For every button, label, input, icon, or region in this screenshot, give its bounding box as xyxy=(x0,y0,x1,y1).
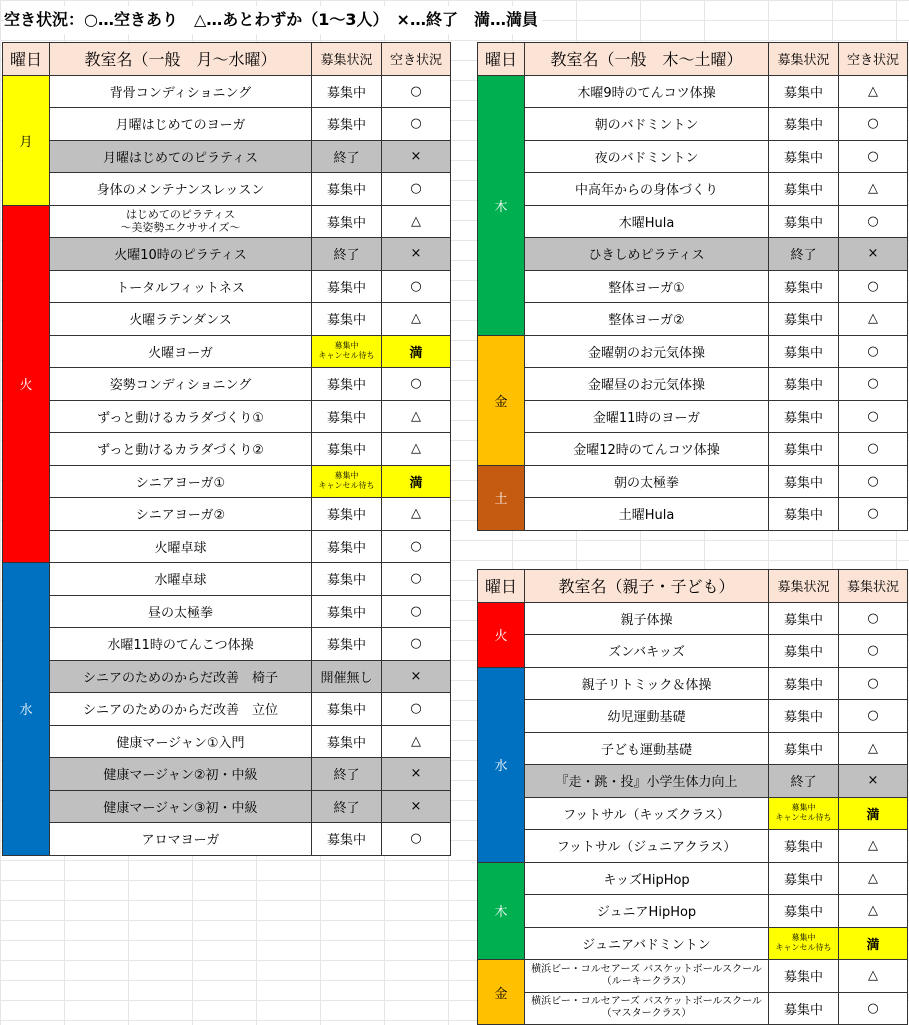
recruit-status-cell: 募集中 xyxy=(312,400,382,433)
table-row xyxy=(3,530,451,563)
recruit-status-cell: 募集中 xyxy=(312,823,382,856)
class-name-cell: 親子体操 xyxy=(525,602,769,635)
class-name-cell: アロマヨーガ xyxy=(50,823,312,856)
header-row xyxy=(478,43,908,76)
recruit-status-cell: 募集中 xyxy=(312,368,382,401)
table-row xyxy=(3,790,451,823)
header-day: 曜日 xyxy=(478,43,525,76)
recruit-status-cell: 募集中 xyxy=(312,205,382,238)
availability-cell: △ xyxy=(839,960,908,993)
table-row xyxy=(3,205,451,238)
availability-legend: 空き状況：○…空きあり △…あとわずか（1～3人） ×…終了 満…満員 xyxy=(4,6,542,34)
header-class-name: 教室名（親子・子ども） xyxy=(525,570,769,603)
class-name-cell: ひきしめピラティス xyxy=(525,238,769,271)
class-name-cell: 身体のメンテナンスレッスン xyxy=(50,173,312,206)
header-recruit-status: 募集状況 xyxy=(769,43,839,76)
availability-cell: 満 xyxy=(382,465,451,498)
recruit-status-cell: 募集中 xyxy=(769,895,839,928)
class-name-cell xyxy=(525,960,769,993)
recruit-status-line1: 募集中 xyxy=(791,933,816,943)
availability-cell: ○ xyxy=(839,433,908,466)
recruit-status-line2: キャンセル待ち xyxy=(318,351,375,361)
availability-cell: × xyxy=(382,758,451,791)
recruit-status-cell: 募集中 xyxy=(312,270,382,303)
table-row xyxy=(478,238,908,271)
class-name-cell: フットサル（キッズクラス） xyxy=(525,797,769,830)
availability-cell: △ xyxy=(839,830,908,863)
availability-cell: ○ xyxy=(382,108,451,141)
recruit-status-cell: 募集中 xyxy=(769,498,839,531)
availability-cell: ○ xyxy=(839,992,908,1025)
recruit-status-cell xyxy=(312,465,382,498)
availability-cell: ○ xyxy=(839,108,908,141)
recruit-status-cell: 募集中 xyxy=(769,433,839,466)
table-row xyxy=(478,765,908,798)
recruit-status-line2: キャンセル待ち xyxy=(318,481,375,491)
header-availability: 空き状況 xyxy=(839,43,908,76)
availability-cell: ○ xyxy=(839,335,908,368)
availability-cell: ○ xyxy=(839,140,908,173)
class-name-line2: （ルーキークラス） xyxy=(601,975,692,987)
class-name-cell: 幼児運動基礎 xyxy=(525,700,769,733)
table-row xyxy=(478,732,908,765)
header-class-name: 教室名（一般 月～水曜） xyxy=(50,43,312,76)
class-name-cell: 『走・跳・投』小学生体力向上 xyxy=(525,765,769,798)
table-row xyxy=(3,368,451,401)
table-row xyxy=(478,797,908,830)
table-row xyxy=(478,368,908,401)
availability-cell: ○ xyxy=(382,270,451,303)
table-row xyxy=(478,205,908,238)
table-row xyxy=(3,823,451,856)
availability-cell: ○ xyxy=(839,465,908,498)
recruit-status-cell: 募集中 xyxy=(769,465,839,498)
table-row xyxy=(3,140,451,173)
recruit-status-cell: 終了 xyxy=(312,790,382,823)
table-row xyxy=(3,335,451,368)
availability-cell: × xyxy=(839,238,908,271)
recruit-status-cell xyxy=(312,335,382,368)
recruit-status-cell: 募集中 xyxy=(769,400,839,433)
availability-cell: × xyxy=(382,140,451,173)
table-row xyxy=(3,693,451,726)
table-row xyxy=(3,465,451,498)
availability-cell: △ xyxy=(382,303,451,336)
class-name-cell: 姿勢コンディショニング xyxy=(50,368,312,401)
recruit-status-cell: 開催無し xyxy=(312,660,382,693)
table-row xyxy=(478,465,908,498)
day-cell: 水 xyxy=(3,563,50,856)
availability-cell: 満 xyxy=(382,335,451,368)
class-name-cell: ジュニアバドミントン xyxy=(525,927,769,960)
table-row xyxy=(478,700,908,733)
table-row xyxy=(478,335,908,368)
class-name-cell: 木曜9時のてんコツ体操 xyxy=(525,75,769,108)
header-availability: 募集状況 xyxy=(839,570,908,603)
class-name-cell: 親子リトミック＆体操 xyxy=(525,667,769,700)
recruit-status-cell: 募集中 xyxy=(312,725,382,758)
class-name-cell: 朝のバドミントン xyxy=(525,108,769,141)
recruit-status-cell: 募集中 xyxy=(769,960,839,993)
class-name-cell xyxy=(50,205,312,238)
recruit-status-cell: 募集中 xyxy=(312,108,382,141)
availability-cell: 満 xyxy=(839,927,908,960)
availability-cell: ○ xyxy=(839,667,908,700)
recruit-status-line2: キャンセル待ち xyxy=(775,943,832,953)
recruit-status-cell: 募集中 xyxy=(769,635,839,668)
recruit-status-cell: 終了 xyxy=(312,140,382,173)
class-name-cell: 子ども運動基礎 xyxy=(525,732,769,765)
class-name-cell: 背骨コンディショニング xyxy=(50,75,312,108)
class-name-cell: シニアヨーガ① xyxy=(50,465,312,498)
table-row xyxy=(478,75,908,108)
recruit-status-line1: 募集中 xyxy=(334,341,359,351)
class-name-line1: 横浜ビー・コルセアーズ バスケットボールスクール xyxy=(531,963,762,975)
class-name-cell: 土曜Hula xyxy=(525,498,769,531)
recruit-status-cell: 募集中 xyxy=(769,108,839,141)
class-name-cell: ずっと動けるカラダづくり② xyxy=(50,433,312,466)
availability-cell: × xyxy=(839,765,908,798)
recruit-status-cell: 募集中 xyxy=(769,140,839,173)
recruit-status-cell: 募集中 xyxy=(769,75,839,108)
class-name-cell: 月曜はじめてのピラティス xyxy=(50,140,312,173)
recruit-status-cell: 募集中 xyxy=(769,602,839,635)
table-row xyxy=(478,433,908,466)
class-name-line1: はじめてのピラティス xyxy=(125,208,236,222)
recruit-status-line2: キャンセル待ち xyxy=(775,813,832,823)
availability-cell: ○ xyxy=(839,368,908,401)
class-name-cell: 健康マージャン②初・中級 xyxy=(50,758,312,791)
table-row xyxy=(3,595,451,628)
table-row xyxy=(478,400,908,433)
availability-cell: ○ xyxy=(839,270,908,303)
table-row xyxy=(478,830,908,863)
recruit-status-cell: 終了 xyxy=(312,238,382,271)
availability-cell: ○ xyxy=(382,595,451,628)
table-row xyxy=(478,140,908,173)
class-name-line1: 横浜ビー・コルセアーズ バスケットボールスクール xyxy=(531,996,762,1008)
recruit-status-line1: 募集中 xyxy=(791,803,816,813)
table-row xyxy=(478,270,908,303)
table-row xyxy=(478,635,908,668)
table-row xyxy=(478,173,908,206)
recruit-status-cell: 募集中 xyxy=(769,830,839,863)
recruit-status-cell: 募集中 xyxy=(769,700,839,733)
header-day: 曜日 xyxy=(478,570,525,603)
availability-cell: △ xyxy=(382,433,451,466)
schedule-table-general-mon-wed xyxy=(2,42,451,856)
table-row xyxy=(3,628,451,661)
day-cell: 木 xyxy=(478,862,525,960)
availability-cell: × xyxy=(382,238,451,271)
recruit-status-cell: 募集中 xyxy=(769,667,839,700)
class-name-cell: トータルフィットネス xyxy=(50,270,312,303)
recruit-status-cell: 募集中 xyxy=(312,433,382,466)
recruit-status-cell: 募集中 xyxy=(769,862,839,895)
table-row xyxy=(478,992,908,1025)
day-cell: 木 xyxy=(478,75,525,335)
day-cell: 火 xyxy=(3,205,50,563)
class-name-cell: シニアのためのからだ改善 立位 xyxy=(50,693,312,726)
class-name-cell: 昼の太極拳 xyxy=(50,595,312,628)
class-name-cell: 月曜はじめてのヨーガ xyxy=(50,108,312,141)
availability-cell: ○ xyxy=(382,693,451,726)
recruit-status-cell: 募集中 xyxy=(312,75,382,108)
class-name-line2: ～美姿勢エクササイズ～ xyxy=(120,221,241,235)
availability-cell: ○ xyxy=(382,368,451,401)
availability-cell: × xyxy=(382,660,451,693)
table-row xyxy=(478,895,908,928)
day-cell: 金 xyxy=(478,335,525,465)
recruit-status-line1: 募集中 xyxy=(334,471,359,481)
class-name-cell: 水曜11時のてんこつ体操 xyxy=(50,628,312,661)
day-cell: 土 xyxy=(478,465,525,530)
class-name-cell: 夜のバドミントン xyxy=(525,140,769,173)
class-name-line2: （マスタークラス） xyxy=(601,1008,692,1020)
recruit-status-cell: 募集中 xyxy=(312,303,382,336)
availability-cell: △ xyxy=(382,725,451,758)
class-name-cell: キッズHipHop xyxy=(525,862,769,895)
availability-cell: △ xyxy=(839,862,908,895)
availability-cell: ○ xyxy=(839,498,908,531)
header-recruit-status: 募集状況 xyxy=(769,570,839,603)
table-row xyxy=(478,498,908,531)
class-name-cell: 金曜朝のお元気体操 xyxy=(525,335,769,368)
recruit-status-cell xyxy=(769,927,839,960)
class-name-cell: 健康マージャン③初・中級 xyxy=(50,790,312,823)
table-row xyxy=(3,238,451,271)
availability-cell: △ xyxy=(839,75,908,108)
table-row xyxy=(478,862,908,895)
availability-cell: × xyxy=(382,790,451,823)
schedule-table-general-thu-sat xyxy=(477,42,908,531)
recruit-status-cell: 募集中 xyxy=(769,992,839,1025)
availability-cell: ○ xyxy=(839,205,908,238)
availability-cell: ○ xyxy=(839,700,908,733)
availability-cell: ○ xyxy=(839,602,908,635)
recruit-status-cell: 募集中 xyxy=(312,498,382,531)
class-name-cell: 中高年からの身体づくり xyxy=(525,173,769,206)
class-name-cell: 木曜Hula xyxy=(525,205,769,238)
recruit-status-cell xyxy=(769,797,839,830)
table-row xyxy=(3,75,451,108)
class-name-cell: 火曜10時のピラティス xyxy=(50,238,312,271)
class-name-cell: 整体ヨーガ② xyxy=(525,303,769,336)
class-name-cell: 水曜卓球 xyxy=(50,563,312,596)
recruit-status-cell: 募集中 xyxy=(312,693,382,726)
class-name-cell: フットサル（ジュニアクラス） xyxy=(525,830,769,863)
table-row xyxy=(478,667,908,700)
header-recruit-status: 募集状況 xyxy=(312,43,382,76)
table-row xyxy=(3,270,451,303)
class-name-cell: 火曜ヨーガ xyxy=(50,335,312,368)
table-row xyxy=(3,433,451,466)
table-row xyxy=(3,108,451,141)
header-class-name: 教室名（一般 木～土曜） xyxy=(525,43,769,76)
day-cell: 金 xyxy=(478,960,525,1025)
class-name-cell: 朝の太極拳 xyxy=(525,465,769,498)
class-name-cell: 金曜12時のてんコツ体操 xyxy=(525,433,769,466)
class-name-cell: 金曜11時のヨーガ xyxy=(525,400,769,433)
class-name-cell: ずっと動けるカラダづくり① xyxy=(50,400,312,433)
day-cell: 水 xyxy=(478,667,525,862)
table-row xyxy=(478,303,908,336)
recruit-status-cell: 募集中 xyxy=(769,303,839,336)
recruit-status-cell: 募集中 xyxy=(769,173,839,206)
table-row xyxy=(478,960,908,993)
recruit-status-cell: 募集中 xyxy=(312,563,382,596)
day-cell: 火 xyxy=(478,602,525,667)
recruit-status-cell: 募集中 xyxy=(312,530,382,563)
table-row xyxy=(3,725,451,758)
header-row xyxy=(478,570,908,603)
table-row xyxy=(478,927,908,960)
availability-cell: ○ xyxy=(382,173,451,206)
availability-cell: ○ xyxy=(382,75,451,108)
availability-cell: △ xyxy=(382,205,451,238)
class-name-cell: 整体ヨーガ① xyxy=(525,270,769,303)
day-cell: 月 xyxy=(3,75,50,205)
availability-cell: △ xyxy=(382,498,451,531)
availability-cell: △ xyxy=(839,173,908,206)
class-name-cell: ジュニアHipHop xyxy=(525,895,769,928)
recruit-status-cell: 募集中 xyxy=(312,595,382,628)
availability-cell: ○ xyxy=(382,530,451,563)
recruit-status-cell: 募集中 xyxy=(769,732,839,765)
header-day: 曜日 xyxy=(3,43,50,76)
recruit-status-cell: 募集中 xyxy=(769,335,839,368)
availability-cell: △ xyxy=(382,400,451,433)
availability-cell: 満 xyxy=(839,797,908,830)
recruit-status-cell: 終了 xyxy=(769,238,839,271)
schedule-table-parent-child xyxy=(477,569,908,1025)
recruit-status-cell: 終了 xyxy=(312,758,382,791)
class-name-cell: 金曜昼のお元気体操 xyxy=(525,368,769,401)
table-row xyxy=(478,108,908,141)
availability-cell: △ xyxy=(839,732,908,765)
class-name-cell: シニアのためのからだ改善 椅子 xyxy=(50,660,312,693)
class-name-cell: シニアヨーガ② xyxy=(50,498,312,531)
table-row xyxy=(3,660,451,693)
table-row xyxy=(478,602,908,635)
class-name-cell: ズンバキッズ xyxy=(525,635,769,668)
recruit-status-cell: 募集中 xyxy=(312,173,382,206)
availability-cell: ○ xyxy=(839,400,908,433)
header-row xyxy=(3,43,451,76)
availability-cell: ○ xyxy=(382,823,451,856)
table-row xyxy=(3,173,451,206)
recruit-status-cell: 募集中 xyxy=(769,205,839,238)
availability-cell: ○ xyxy=(382,563,451,596)
class-name-cell xyxy=(525,992,769,1025)
recruit-status-cell: 募集中 xyxy=(312,628,382,661)
table-row xyxy=(3,498,451,531)
table-row xyxy=(3,303,451,336)
availability-cell: ○ xyxy=(839,635,908,668)
availability-cell: △ xyxy=(839,303,908,336)
availability-cell: △ xyxy=(839,895,908,928)
recruit-status-cell: 募集中 xyxy=(769,368,839,401)
class-name-cell: 火曜ラテンダンス xyxy=(50,303,312,336)
table-row xyxy=(3,758,451,791)
table-row xyxy=(3,400,451,433)
recruit-status-cell: 募集中 xyxy=(769,270,839,303)
header-availability: 空き状況 xyxy=(382,43,451,76)
class-name-cell: 火曜卓球 xyxy=(50,530,312,563)
availability-cell: ○ xyxy=(382,628,451,661)
class-name-cell: 健康マージャン①入門 xyxy=(50,725,312,758)
table-row xyxy=(3,563,451,596)
recruit-status-cell: 終了 xyxy=(769,765,839,798)
